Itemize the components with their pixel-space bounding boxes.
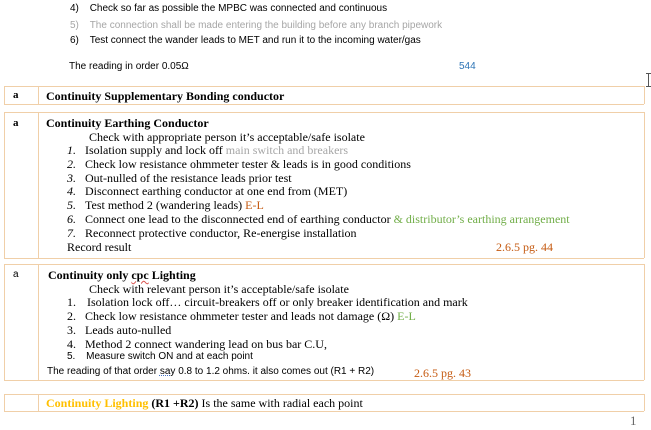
list-text: Check so far as possible the MPBC was connected and continuous xyxy=(89,3,388,14)
lighting-reading-post: 0.8 to 1.2 ohms. it also comes out (R1 + R2) xyxy=(178,366,375,377)
column-divider xyxy=(644,112,645,258)
lighting-ref: 2.6.5 pg. 43 xyxy=(414,366,471,380)
earth-step-4 xyxy=(67,184,347,199)
step-number: 1. xyxy=(67,143,76,157)
table-rule xyxy=(4,380,644,381)
reading-label: The reading in order 0.05Ω xyxy=(69,61,189,72)
top-list-item-4 xyxy=(70,3,387,14)
step-number: 2. xyxy=(67,309,76,323)
step-text: Connect one lead to the disconnected end of earthing conductor xyxy=(85,212,391,226)
top-list-item-6 xyxy=(70,35,421,46)
reading-value: 544 xyxy=(459,61,476,72)
list-number: 4) xyxy=(70,3,79,14)
step-number: 4. xyxy=(67,337,76,351)
earth-intro: Check with appropriate person it’s acceptable/safe isolate xyxy=(89,130,365,144)
lighting-col: a xyxy=(13,269,19,280)
step-extra: main switch and breakers xyxy=(225,143,349,157)
step-number: 5. xyxy=(67,351,76,362)
earth-title: Continuity Earthing Conductor xyxy=(46,116,209,130)
column-divider xyxy=(4,86,5,104)
column-divider xyxy=(38,86,39,104)
lighting-step-5 xyxy=(67,351,253,362)
step-text: Method 2 connect wandering lead on bus bar C.U, xyxy=(85,337,327,351)
bottom-row-rest: Is the same with radial each point xyxy=(201,396,363,410)
supp-row-col: a xyxy=(13,89,19,101)
table-rule xyxy=(4,258,644,259)
earth-ref: 2.6.5 pg. 44 xyxy=(496,240,553,254)
lighting-reading xyxy=(47,366,374,377)
column-divider xyxy=(4,112,5,258)
earth-record: Record result xyxy=(67,240,132,254)
top-list-item-5 xyxy=(70,20,442,31)
table-rule xyxy=(4,86,644,87)
column-divider xyxy=(644,394,645,411)
step-extra: & distributor’s earthing arrangement xyxy=(393,212,570,226)
table-rule xyxy=(4,104,644,105)
table-rule xyxy=(4,411,644,412)
column-divider xyxy=(644,264,645,380)
text-cursor-marker xyxy=(646,73,651,87)
lighting-step-2 xyxy=(67,309,416,324)
lighting-reading-mid: say xyxy=(159,366,176,377)
lighting-intro: Check with relevant person it’s acceptable/safe isolate xyxy=(89,282,349,296)
earth-step-2 xyxy=(67,157,411,172)
column-divider xyxy=(4,394,5,411)
earth-step-7 xyxy=(67,226,357,241)
bottom-row xyxy=(46,396,363,411)
step-number: 1. xyxy=(67,295,76,309)
lighting-title-pre: Continuity only xyxy=(48,268,129,282)
step-text: Isolation supply and lock off xyxy=(85,143,223,157)
step-text: Test method 2 (wandering leads) xyxy=(85,198,243,212)
list-text: The connection shall be made entering the building before any branch pipework xyxy=(89,20,443,31)
list-text: Test connect the wander leads to MET and run it to the incoming water/gas xyxy=(89,35,421,46)
step-text: Measure switch ON and at each point xyxy=(86,351,253,362)
step-text: Reconnect protective conductor, Re-energise installation xyxy=(85,226,357,240)
column-divider xyxy=(38,112,39,258)
bottom-row-highlight: Continuity Lighting xyxy=(46,396,149,410)
lighting-title-mid: cpc xyxy=(131,268,149,282)
lighting-reading-pre: The reading of that order xyxy=(47,366,158,377)
list-number: 5) xyxy=(70,20,79,31)
column-divider xyxy=(38,264,39,380)
lighting-title xyxy=(48,268,196,283)
table-rule xyxy=(4,394,644,395)
step-extra: E-L xyxy=(245,198,264,212)
column-divider xyxy=(38,394,39,411)
step-number: 7. xyxy=(67,226,76,240)
step-extra: E-L xyxy=(397,309,416,323)
list-number: 6) xyxy=(70,35,79,46)
step-text: Leads auto-nulled xyxy=(85,323,172,337)
step-number: 4. xyxy=(67,184,76,198)
bottom-row-formula: (R1 +R2) xyxy=(151,396,199,410)
lighting-step-3 xyxy=(67,323,171,338)
lighting-step-4 xyxy=(67,337,327,352)
step-number: 6. xyxy=(67,212,76,226)
step-text: Isolation lock off… circuit-breakers off or only breaker identification and mark xyxy=(87,295,468,309)
column-divider xyxy=(644,86,645,104)
step-text: Check low resistance ohmmeter tester and leads not damage (Ω) xyxy=(85,309,395,323)
supp-row-title: Continuity Supplementary Bonding conductor xyxy=(46,89,285,103)
step-number: 3. xyxy=(67,323,76,337)
earth-step-1 xyxy=(67,143,348,158)
table-rule xyxy=(4,112,644,113)
earth-col: a xyxy=(13,117,19,129)
lighting-step-1 xyxy=(67,295,468,310)
step-text: Disconnect earthing conductor at one end from (MET) xyxy=(85,184,348,198)
table-rule xyxy=(4,264,644,265)
page-number: 1 xyxy=(630,413,637,428)
earth-step-6 xyxy=(67,212,570,227)
step-text: Check low resistance ohmmeter tester & leads is in good conditions xyxy=(85,157,411,171)
column-divider xyxy=(4,264,5,380)
earth-step-5 xyxy=(67,198,264,213)
step-text: Out-nulled of the resistance leads prior test xyxy=(85,171,292,185)
step-number: 3. xyxy=(67,171,76,185)
step-number: 5. xyxy=(67,198,76,212)
lighting-title-post: Lighting xyxy=(151,268,196,282)
step-number: 2. xyxy=(67,157,76,171)
